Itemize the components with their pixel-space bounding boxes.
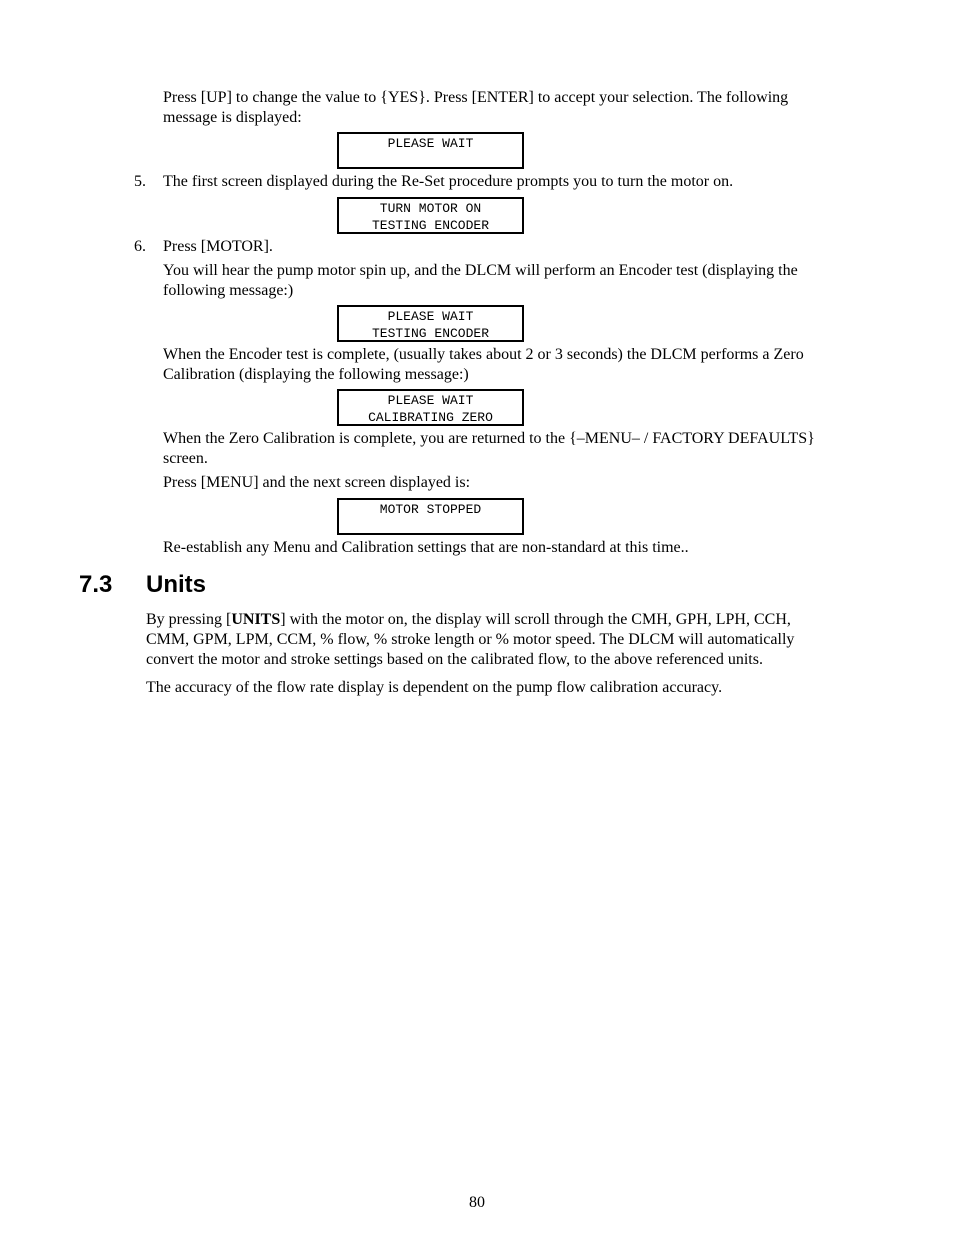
lcd-display-please-wait — [337, 132, 524, 169]
list-item-text: The first screen displayed during the Re-Set procedure prompts you to turn the motor on. — [163, 173, 734, 190]
lcd-line: PLEASE WAIT — [387, 393, 474, 408]
paragraph-press-menu: Press [MENU] and the next screen displayed is: — [163, 474, 471, 491]
list-number: 5. — [134, 173, 146, 190]
paragraph-line — [146, 610, 794, 630]
units-keyword: UNITS — [231, 611, 281, 628]
paragraph-line: screen. — [163, 450, 208, 467]
lcd-line: CALIBRATING ZERO — [368, 410, 493, 425]
lcd-line: PLEASE WAIT — [387, 136, 474, 151]
lcd-line: PLEASE WAIT — [387, 309, 474, 324]
paragraph-line: CMM, GPM, LPM, CCM, % flow, % stroke length or % motor speed. The DLCM will automatically — [146, 631, 795, 648]
lcd-display-calibrating-zero — [337, 389, 524, 426]
section-paragraph-units — [146, 610, 794, 670]
paragraph-line: message is displayed: — [163, 109, 302, 126]
lcd-line: TESTING ENCODER — [371, 218, 490, 233]
list-item-text: Press [MOTOR]. — [163, 238, 273, 255]
section-paragraph-accuracy: The accuracy of the flow rate display is dependent on the pump flow calibration accuracy. — [146, 679, 723, 696]
lcd-line: TESTING ENCODER — [371, 326, 490, 341]
lcd-line: MOTOR STOPPED — [379, 502, 482, 517]
section-title: Units — [146, 571, 206, 598]
paragraph-encoder-complete — [163, 345, 804, 385]
paragraph-reestablish: Re-establish any Menu and Calibration settings that are non-standard at this time.. — [163, 539, 689, 556]
lcd-display-turn-motor-on — [337, 197, 524, 234]
section-number: 7.3 — [79, 571, 113, 598]
paragraph-line: When the Zero Calibration is complete, you are returned to the {–MENU– / FACTORY DEFAULTS} — [163, 430, 815, 447]
list-number: 6. — [134, 238, 146, 255]
paragraph-pump-spin — [163, 261, 798, 301]
page-number: 80 — [469, 1194, 485, 1211]
paragraph-line: Calibration (displaying the following message:) — [163, 366, 469, 383]
lcd-line: TURN MOTOR ON — [379, 201, 482, 216]
lcd-display-motor-stopped — [337, 498, 524, 535]
paragraph-zero-complete — [163, 429, 815, 469]
paragraph-text: By pressing [ — [146, 611, 232, 628]
paragraph-line: following message:) — [163, 282, 294, 299]
paragraph-line: Press [UP] to change the value to {YES}. Press [ENTER] to accept your selection. The following — [163, 89, 789, 106]
lcd-display-testing-encoder — [337, 305, 524, 342]
paragraph-line: You will hear the pump motor spin up, and the DLCM will perform an Encoder test (displaying the — [163, 262, 798, 279]
paragraph-line: convert the motor and stroke settings based on the calibrated flow, to the above referenced units. — [146, 651, 763, 668]
paragraph-text: ] with the motor on, the display will scroll through the CMH, GPH, LPH, CCH, — [280, 611, 791, 628]
paragraph-line: When the Encoder test is complete, (usually takes about 2 or 3 seconds) the DLCM performs a Zero — [163, 346, 804, 363]
paragraph-press-up — [163, 88, 788, 128]
